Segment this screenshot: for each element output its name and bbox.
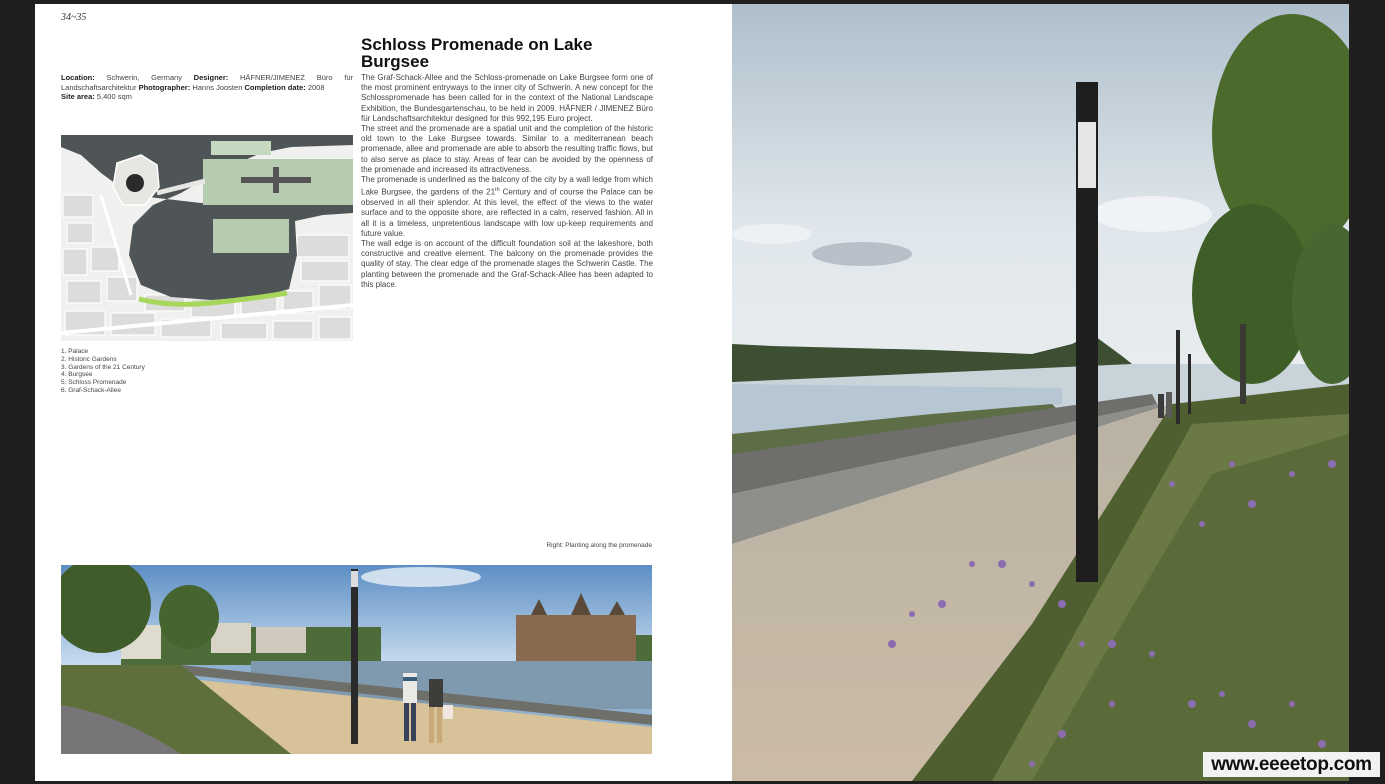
legend-item: 4. Burgsee — [61, 371, 93, 379]
promenade-planting-image — [732, 4, 1349, 781]
site-area-value: 5,400 sqm — [96, 92, 132, 102]
site-plan-map — [61, 135, 353, 341]
completion-label: Completion date: — [244, 82, 306, 92]
photographer-label: Photographer: — [138, 82, 191, 92]
location-label: Location: — [61, 73, 95, 82]
paragraph-4: The wall edge is on account of the difficult foundation soil at the lakeshore, both constructive and creative element. The balcony on the promenade provides the quality of stay. The clear edge of the promenade stages the Schwerin Castle. The planting between the promenade and the Graf-Schack-Allee has been adapted to this place. — [361, 238, 653, 289]
paragraph-2: The street and the promenade are a spatial unit and the completion of the historic old town to the Lake Burgsee towards. Similar to a mediterranean beach promenade, allee and promenade are able to absorb the resulting traffic flows, but to also serve as place to stay. Areas of fear can be avoided by the openness of the promenade and increased its attractiveness. — [361, 124, 653, 174]
map-legend — [61, 348, 145, 395]
site-plan-drawing — [61, 135, 353, 341]
photographer-value: Hanns Joosten — [192, 82, 243, 92]
left-page — [35, 4, 732, 781]
body-text — [361, 73, 653, 290]
photo-caption: Right: Planting along the promenade — [546, 542, 652, 549]
legend-item: 3. Gardens of the 21 Century — [61, 363, 145, 371]
palace — [126, 174, 144, 192]
paragraph-1: The Graf-Schack-Allee and the Schloss-promenade on Lake Burgsee form one of the most prominent entryways to the inner city of Schwerin. A new concept for the Schlosspromenade has been called for in the context of the National Landscape Exhibition, the Bundesgartenschau, to be held in 2009. HÄFNER / JIMENEZ Büro für Landschaftsarchitektur designed for this 992,195 Euro project. — [361, 73, 653, 123]
legend-item: 2. Historic Gardens — [61, 355, 117, 363]
legend-item: 5. Schloss Promenade — [61, 379, 127, 387]
designer-label: Designer: — [193, 73, 229, 82]
legend-item: 6. Graf-Schack-Allee — [61, 386, 121, 394]
paragraph-3-a: The promenade is underlined as the balcony of the city by a wall ledge from which Lake Burgsee, the gardens of the 21 — [361, 175, 653, 197]
site-area-label: Site area: — [61, 92, 95, 102]
promenade-photo-castle — [61, 565, 652, 754]
paragraph-3 — [361, 175, 653, 239]
watermark: www.eeeetop.com — [1203, 752, 1380, 777]
location-value: Schwerin, Germany — [106, 73, 182, 82]
gardens-21-century — [213, 219, 289, 253]
project-meta — [61, 73, 353, 102]
paragraph-3-sup: th — [495, 187, 500, 194]
designer-value: HÄFNER/JIMENEZ Büro für Landschaftsarchitektur — [61, 73, 353, 92]
legend-item: 1. Palace — [61, 348, 89, 355]
page-number: 34~35 — [61, 12, 87, 23]
page-title: Schloss Promenade on Lake Burgsee — [361, 35, 593, 71]
paragraph-3-b: Century and of course the Palace can be observed in all their splendor. At this level, the effect of the views to the water surface and to the opposite shore, are reflected in a calm, reserved fashion. All in all it is a timeless, unpretentious landscape with low up-keep requirements and future value. — [361, 187, 653, 238]
promenade-castle-image — [61, 565, 652, 754]
right-page-photo — [732, 4, 1349, 781]
completion-value: 2008 — [307, 82, 325, 92]
